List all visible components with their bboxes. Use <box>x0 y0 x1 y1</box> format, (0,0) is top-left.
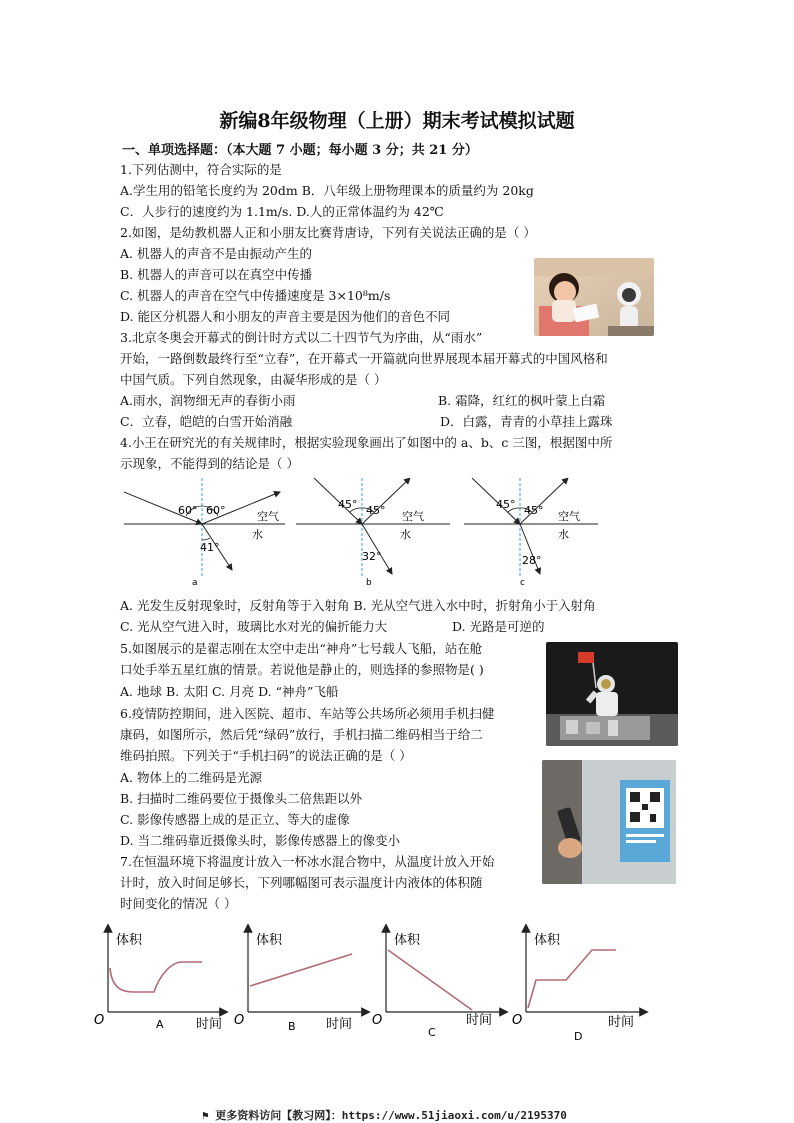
diagram-a-label: a <box>192 578 198 588</box>
graph-b-label: B <box>288 1020 296 1033</box>
diagram-b-label: b <box>366 578 372 588</box>
graph-c-origin: O <box>372 1013 383 1028</box>
question-7-line-3: 时间变化的情况（ ） <box>120 896 237 911</box>
footer <box>202 1107 567 1123</box>
question-6-line-1: 6.疫情防控期间，进入医院、超市、车站等公共场所必须用手机扫健 <box>120 706 495 721</box>
question-3-option-a: A.雨水，润物细无声的春街小雨 <box>120 393 296 408</box>
robot-child-photo <box>534 258 654 336</box>
curve-d <box>528 950 616 1008</box>
question-7-line-1: 7.在恒温环境下将温度计放入一杯冰水混合物中，从温度计放入开始 <box>120 854 495 869</box>
refraction-diagrams <box>120 478 600 590</box>
graph-c-ylabel: 体积 <box>394 933 421 948</box>
question-2-option-c: C. 机器人的声音在空气中传播速度是 3×10⁸m/s <box>120 288 391 303</box>
diagram-c-label: c <box>520 578 525 588</box>
curve-a <box>110 962 202 992</box>
question-2-option-a: A. 机器人的声音不是由振动产生的 <box>120 246 312 261</box>
graph-c-label: C <box>428 1026 436 1039</box>
question-4-line-2: 示现象，不能得到的结论是（ ） <box>120 456 299 471</box>
graph-d-xlabel: 时间 <box>608 1015 635 1030</box>
question-1-stem: 1.下列估测中，符合实际的是 <box>120 162 282 177</box>
question-6-option-a: A. 物体上的二维码是光源 <box>120 770 262 785</box>
graph-a-xlabel: 时间 <box>196 1017 223 1032</box>
question-3-option-d: D．白露，青青的小草挂上露珠 <box>440 414 613 429</box>
flag-icon: ⚑ <box>202 1109 209 1122</box>
graph-d-origin: O <box>512 1013 523 1028</box>
diagram-a-incidence: 60° <box>178 504 198 517</box>
question-1-options-ab: A.学生用的铅笔长度约为 20dm B．八年级上册物理课本的质量约为 20kg <box>120 183 534 198</box>
diagram-a <box>124 478 285 588</box>
qr-scan-photo <box>542 760 676 884</box>
diagram-b-air: 空气 <box>402 510 424 523</box>
question-6-line-3: 维码拍照。下列关于“手机扫码”的说法正确的是（ ） <box>120 748 412 763</box>
graph-b-ylabel: 体积 <box>256 933 283 948</box>
graph-c <box>372 928 504 1039</box>
diagram-c-air: 空气 <box>558 510 580 523</box>
question-4-option-c: C. 光从空气进入时，玻璃比水对光的偏折能力大 <box>120 619 388 634</box>
diagram-a-water: 水 <box>252 528 263 541</box>
graph-d-ylabel: 体积 <box>534 933 561 948</box>
question-3-line-2: 开始，一路倒数最终行至“立春”，在开幕式一开篇就向世界展现本届开幕式的中国风格和 <box>120 351 608 366</box>
question-4-option-d: D. 光路是可逆的 <box>452 619 545 634</box>
graph-d-label: D <box>574 1030 583 1043</box>
diagram-a-reflection: 60° <box>206 504 226 517</box>
diagram-c-water: 水 <box>558 528 569 541</box>
diagram-c <box>464 478 598 588</box>
diagram-c-incidence: 45° <box>496 498 516 511</box>
question-6-option-d: D. 当二维码靠近摄像头时，影像传感器上的像变小 <box>120 833 401 848</box>
graph-a <box>94 928 224 1032</box>
refracted-ray-b <box>362 524 392 574</box>
diagram-b-water: 水 <box>400 528 411 541</box>
curve-b <box>250 954 352 986</box>
question-7-line-2: 计时，放入时间足够长，下列哪幅图可表示温度计内液体的体积随 <box>120 875 483 890</box>
question-1-options-cd: C．人步行的速度约为 1.1m/s. D.人的正常体温约为 42℃ <box>120 204 444 219</box>
question-4-options-ab: A. 光发生反射现象时，反射角等于入射角 B. 光从空气进入水中时，折射角小于入射角 <box>120 598 596 613</box>
diagram-c-reflection: 45° <box>524 504 544 517</box>
question-2-option-d: D. 能区分机器人和小朋友的声音主要是因为他们的音色不同 <box>120 309 451 324</box>
diagram-a-refraction: 41° <box>200 541 220 554</box>
graph-b <box>234 928 366 1033</box>
question-2-option-b: B. 机器人的声音可以在真空中传播 <box>120 267 313 282</box>
question-5-line-1: 5.如图展示的是翟志刚在太空中走出“神舟”七号载人飞船，站在舱 <box>120 641 483 656</box>
section-heading: 一、单项选择题：（本大题 7 小题；每小题 3 分；共 21 分） <box>122 143 478 158</box>
diagram-b-incidence: 45° <box>338 498 358 511</box>
question-3-option-b: B. 霜降，红红的枫叶蒙上白霜 <box>438 393 606 408</box>
question-3-option-c: C．立春，皑皑的白雪开始消融 <box>120 414 293 429</box>
graph-d <box>512 928 644 1043</box>
diagram-b-reflection: 45° <box>366 504 386 517</box>
diagram-c-refraction: 28° <box>522 554 542 567</box>
question-3-line-3: 中国气质。下列自然现象，由凝华形成的是（ ） <box>120 372 387 387</box>
question-3-line-1: 3.北京冬奥会开幕式的倒计时方式以二十四节气为序曲，从“雨水” <box>120 330 483 345</box>
graph-a-ylabel: 体积 <box>116 933 143 948</box>
diagram-b <box>296 478 450 588</box>
diagram-a-air: 空气 <box>257 510 279 523</box>
page-title: 新编8年级物理（上册）期末考试模拟试题 <box>219 110 575 132</box>
graph-b-origin: O <box>234 1013 245 1028</box>
graph-c-xlabel: 时间 <box>466 1013 493 1028</box>
question-4-line-1: 4.小王在研究光的有关规律时，根据实验现象画出了如图中的 a、b、c 三图，根据图中所 <box>120 435 613 450</box>
question-2-stem: 2.如图，是幼教机器人正和小朋友比赛背唐诗，下列有关说法正确的是（ ） <box>120 225 536 240</box>
curve-c <box>388 950 472 1010</box>
graph-a-label: A <box>156 1018 164 1031</box>
question-5-options: A. 地球 B. 太阳 C. 月亮 D. “神舟”飞船 <box>120 684 339 699</box>
question-6-option-c: C. 影像传感器上成的是正立、等大的虚像 <box>120 812 350 827</box>
graph-b-xlabel: 时间 <box>326 1017 353 1032</box>
graph-a-origin: O <box>94 1013 105 1028</box>
question-6-option-b: B. 扫描时二维码要位于摄像头二倍焦距以外 <box>120 791 363 806</box>
diagram-b-refraction: 32° <box>362 550 382 563</box>
volume-time-graphs <box>94 924 654 1046</box>
footer-link[interactable]: 更多资料访问【教习网】：https://www.51jiaoxi.com/u/2195370 <box>215 1109 567 1122</box>
astronaut-photo <box>546 642 678 746</box>
question-6-line-2: 康码，如图所示，然后凭“绿码”放行，手机扫描二维码相当于给二 <box>120 727 483 742</box>
question-5-line-2: 口处手举五星红旗的情景。若说他是静止的，则选择的参照物是( ) <box>120 662 484 677</box>
